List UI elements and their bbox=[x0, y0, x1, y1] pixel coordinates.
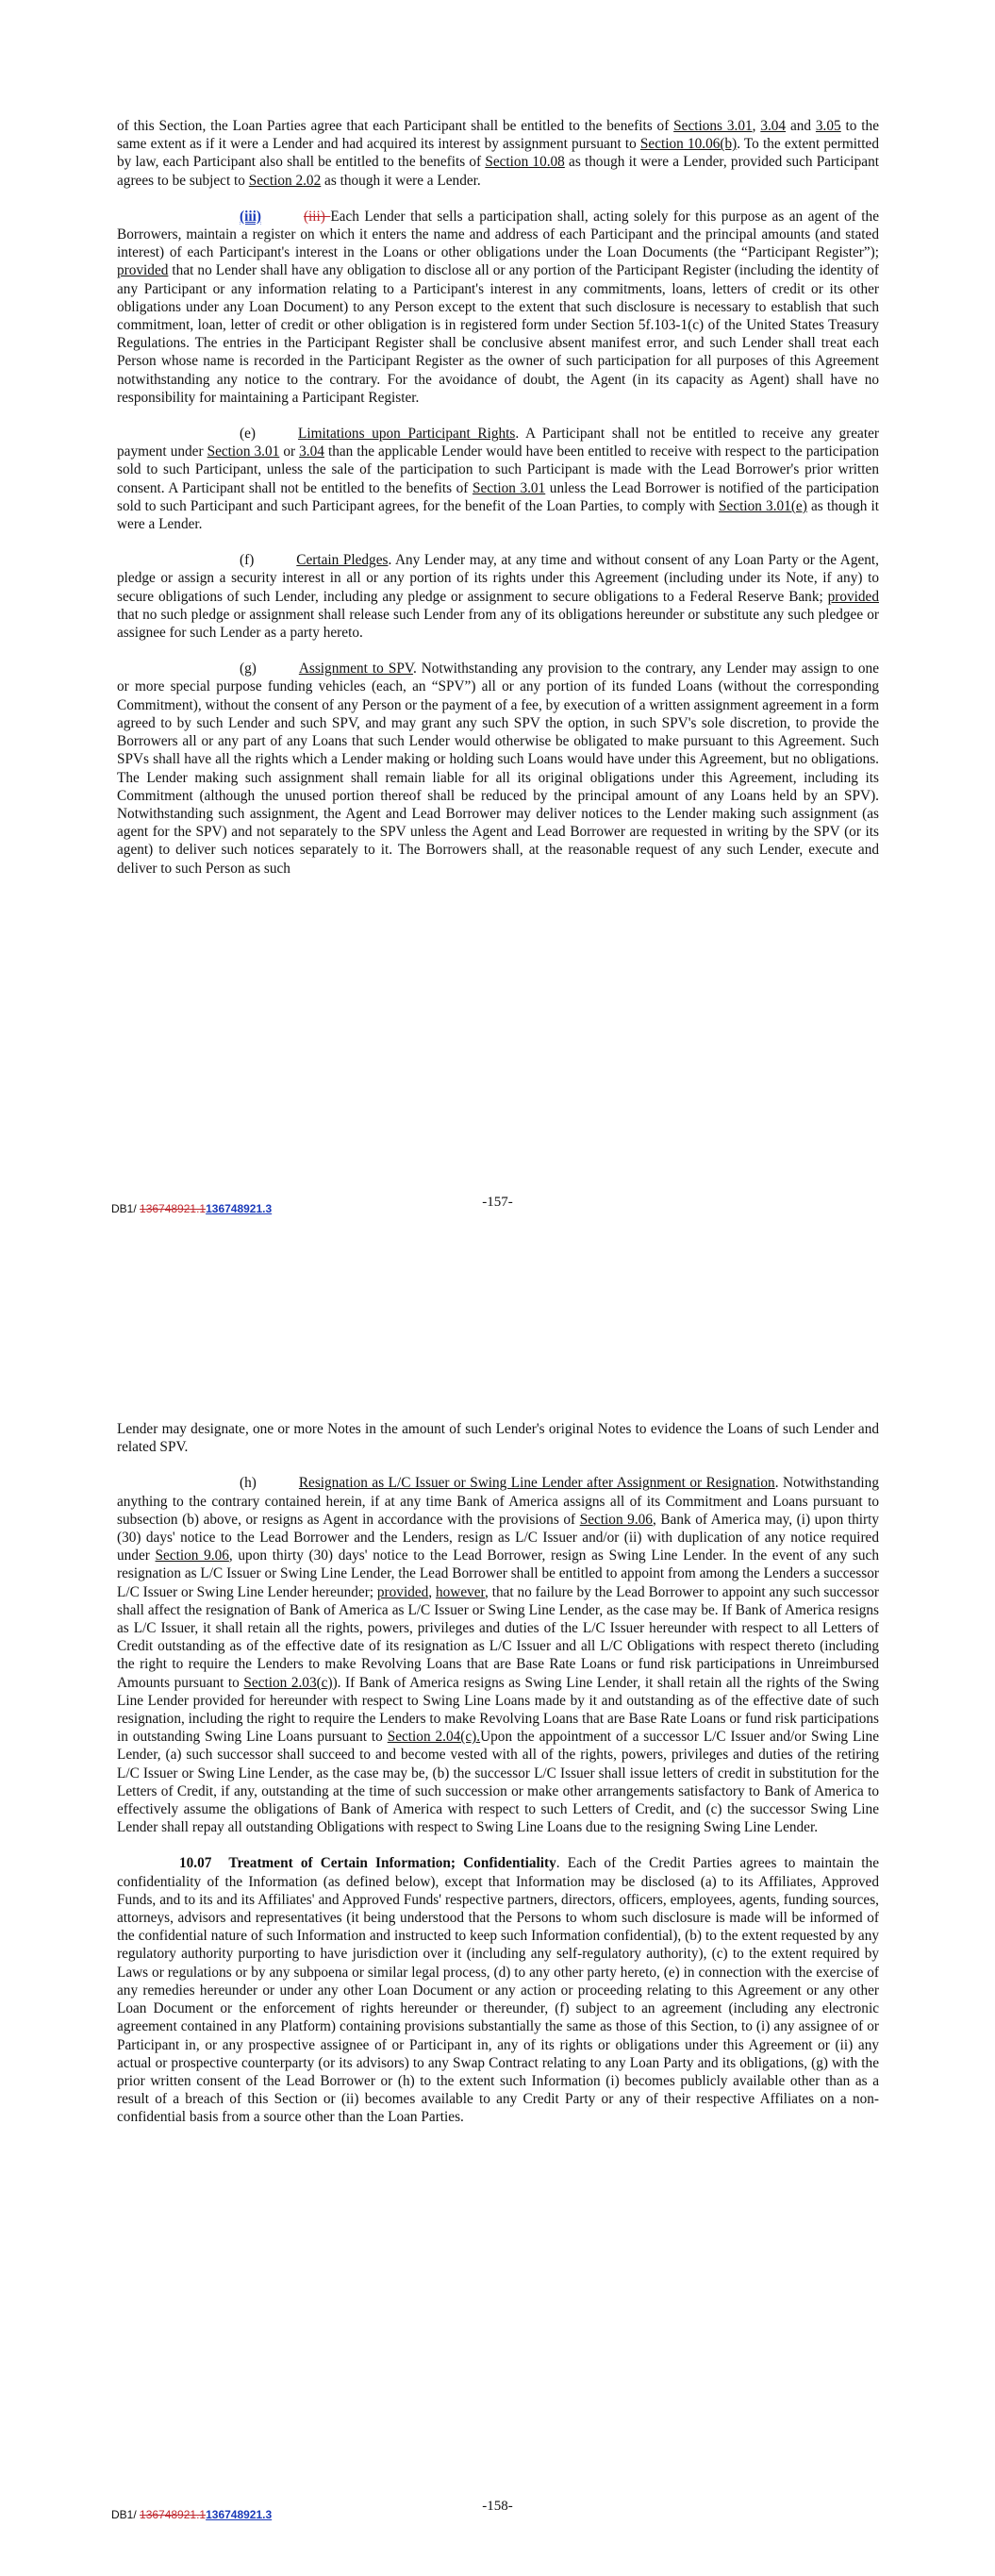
page-158-body bbox=[117, 1420, 879, 2145]
xref-link[interactable]: Section 10.08 bbox=[485, 154, 565, 171]
section-heading: Certain Pledges bbox=[296, 552, 389, 569]
paragraph-e: (e) Limitations upon Participant Rights. A Participant shall not be entitled to receive any greater payment under Section 3.01 or 3.04 than the applicable Lender would have been entitled to receive with respect to the participation sold to such Participant, unless the sale of the participation to such Participant is made with the Lead Borrower's prior written consent. A Participant shall not be entitled to the benefits of Section 3.01 unless the Lead Borrower is notified of the participation sold to such Participant and such Participant agrees, for the benefit of the Loan Parties, to comply with Section 3.01(e) as though it were a Lender. bbox=[117, 426, 880, 533]
xref-link[interactable]: 3.04 bbox=[299, 443, 324, 460]
paragraph-continuation: of this Section, the Loan Parties agree that each Participant shall be entitled to the benefits of Sections 3.01, 3.04 and 3.05 to the same extent as if it were a Lender and had acquired its interest by assignment pursuant to Section 10.06(b). To the extent permitted by law, each Participant also shall be entitled to the benefits of Section 10.08 as though it were a Lender, provided such Participant agrees to be subject to Section 2.02 as though it were a Lender. bbox=[117, 118, 879, 189]
inserted-doc-id: 136748921.3 bbox=[206, 2508, 273, 2521]
page-157 bbox=[0, 0, 995, 1274]
deleted-label: (iii) bbox=[303, 208, 331, 225]
xref-link[interactable]: Section 9.06 bbox=[579, 1511, 653, 1528]
xref-link[interactable]: Section 3.01(e) bbox=[719, 497, 807, 514]
page-number: -157- bbox=[482, 1195, 513, 1210]
inserted-label: (iii) bbox=[240, 208, 261, 225]
page-158 bbox=[0, 1397, 995, 2576]
xref-link[interactable]: 3.05 bbox=[815, 118, 841, 134]
xref-link[interactable]: 3.04 bbox=[760, 118, 787, 134]
xref-link[interactable]: Section 2.04(c). bbox=[387, 1729, 481, 1746]
section-heading: Limitations upon Participant Rights bbox=[297, 426, 516, 443]
xref-link[interactable]: Section 9.06 bbox=[155, 1547, 229, 1564]
xref-link[interactable]: Section 2.03(c) bbox=[243, 1674, 333, 1691]
paragraph-10-07: 10.07 Treatment of Certain Information; Confidentiality. Each of the Credit Parties agrees to maintain the confidentiality of the Information (as defined below), except that Information may be disclosed (a) to its Affiliates, Approved Funds, and to its and its Affiliates' and Approved Funds' respective partners, directors, officers, employees, agents, funding sources, attorneys, advisors and representatives (it being understood that the Persons to whom such disclosure is made will be informed of the confidential nature of such Information and instructed to keep such Information confidential), (b) to the extent requested by any regulatory authority purporting to have jurisdiction over it (including any self-regulatory authority), (c) to the extent required by Laws or regulations or by any subpoena or similar legal process, (d) to any other party hereto, (e) in connection with the exercise of any remedies hereunder or under any other Loan Document or any action or proceeding relating to this Agreement or any other Loan Document or the enforcement of rights hereunder or thereunder, (f) subject to an agreement (including any electronic agreement contained in any Platform) containing provisions substantially the same as those of this Section, to (i) any assignee of or Participant in, or any prospective assignee of or Participant in, any of its rights or obligations under this Agreement or (ii) any actual or prospective counterparty (or its advisors) to any Swap Contract relating to any Loan Party and its obligations, (g) with the prior written consent of the Lead Borrower or (h) to the extent such Information (i) becomes publicly available other than as a result of a breach of this Section or (ii) becomes available to any Credit Party or any of their respective Affiliates on a non-confidential basis from a source other than the Loan Parties. bbox=[117, 1855, 879, 2126]
provided-term: provided bbox=[117, 262, 169, 279]
xref-link[interactable]: Section 3.01 bbox=[472, 479, 546, 496]
deleted-doc-id: 136748921.1 bbox=[140, 1202, 207, 1215]
paragraph-g: (g) Assignment to SPV. Notwithstanding any provision to the contrary, any Lender may assign to one or more special purpose funding vehicles (each, an “SPV”) all or any portion of its funded Loans (without the corresponding Commitment), without the consent of any Person or the payment of a fee, by execution of a written assignment agreement in a form agreed to by such Lender and such SPV, and may grant any such SPV the option, in such SPV's sole discretion, to provide the Borrowers all or any part of any Loans that such Lender would otherwise be obligated to make pursuant to this Agreement. Such SPVs shall have all the rights which a Lender making or holding such Loans would have under this Agreement, but no obligations. The Lender making such assignment shall remain liable for all its original obligations under this Agreement, including its Commitment (although the unused portion thereof shall be reduced by the principal amount of any Loans held by an SPV). Notwithstanding such assignment, the Agent and Lead Borrower may deliver notices to the Lender making such assignment (as agent for the SPV) and not separately to the SPV unless the Agent and Lead Borrower are requested in writing by the SPV (or its agent) to deliver such notices separately to it. The Borrowers shall, at the reasonable request of any such Lender, execute and deliver to such Person as such bbox=[117, 661, 879, 877]
section-label: (e) bbox=[240, 426, 256, 443]
paragraph-f: (f) Certain Pledges. Any Lender may, at any time and without consent of any Loan Party or the Agent, pledge or assign a security interest in all or any portion of its rights under this Agreement (including under its Note, if any) to secure obligations of such Lender, including any pledge or assignment to secure obligations to a Federal Reserve Bank; provided that no such pledge or assignment shall release such Lender from any of its obligations hereunder or substitute any such pledgee or assignee for such Lender as a party hereto. bbox=[117, 552, 879, 642]
paragraph-iii: (iii) (iii) Each Lender that sells a participation shall, acting solely for this purpose as an agent of the Borrowers, maintain a register on which it enters the name and address of each Participant and the principal amounts (and stated interest) of each Participant's interest in the Loans or other obligations under the Loan Documents (the “Participant Register”); provided that no Lender shall have any obligation to disclose all or any portion of the Participant Register (including the identity of any Participant or any information relating to a Participant's interest in any commitments, loans, letters of credit or its other obligations under any Loan Document) to any Person except to the extent that such disclosure is necessary to establish that such commitment, loan, letter of credit or other obligation is in registered form under Section 5f.103-1(c) of the United States Treasury Regulations. The entries in the Participant Register shall be conclusive absent manifest error, and such Lender shall treat each Person whose name is recorded in the Participant Register as the owner of such participation for all purposes of this Agreement notwithstanding any notice to the contrary. For the avoidance of doubt, the Agent (in its capacity as Agent) shall have no responsibility for maintaining a Participant Register. bbox=[117, 208, 879, 406]
section-number: 10.07 bbox=[179, 1855, 212, 1872]
document-id: DB1/ 136748921.1136748921.3 bbox=[111, 1202, 273, 1215]
section-heading: Resignation as L/C Issuer or Swing Line Lender after Assignment or Resignation bbox=[298, 1475, 775, 1492]
paragraph-continuation: Lender may designate, one or more Notes in the amount of such Lender's original Notes to evidence the Loans of such Lender and related SPV. bbox=[117, 1421, 879, 1456]
xref-link[interactable]: Sections 3.01 bbox=[673, 118, 753, 134]
xref-link[interactable]: Section 3.01 bbox=[207, 443, 280, 460]
section-label: (f) bbox=[240, 552, 255, 569]
xref-link[interactable]: Section 2.02 bbox=[248, 172, 322, 189]
page-157-body bbox=[117, 117, 879, 895]
xref-link[interactable]: Section 10.06(b) bbox=[639, 136, 738, 153]
document-id: DB1/ 136748921.1136748921.3 bbox=[111, 2508, 273, 2521]
deleted-doc-id: 136748921.1 bbox=[140, 2508, 207, 2521]
section-label: (g) bbox=[240, 661, 257, 677]
section-heading: Assignment to SPV bbox=[298, 661, 413, 677]
inserted-doc-id: 136748921.3 bbox=[206, 1202, 273, 1215]
section-heading: Treatment of Certain Information; Confidentiality bbox=[228, 1855, 556, 1872]
however-term: however bbox=[435, 1583, 486, 1600]
provided-term: provided bbox=[827, 588, 879, 605]
provided-term: provided bbox=[376, 1583, 429, 1600]
section-label: (h) bbox=[240, 1475, 257, 1492]
paragraph-h: (h) Resignation as L/C Issuer or Swing Line Lender after Assignment or Resignation. Notwithstanding anything to the contrary contained herein, if at any time Bank of America assigns all of its Commitment and Loans pursuant to subsection (b) above, or resigns as Agent in accordance with the provisions of Section 9.06, Bank of America may, (i) upon thirty (30) days' notice to the Lead Borrower and the Lenders, resign as L/C Issuer and/or (ii) with duplication of any notice required under Section 9.06, upon thirty (30) days' notice to the Lead Borrower, resign as Swing Line Lender. In the event of any such resignation as L/C Issuer or Swing Line Lender, the Lead Borrower shall be entitled to appoint from among the Lenders a successor L/C Issuer or Swing Line Lender hereunder; provided, however, that no failure by the Lead Borrower to appoint any such successor shall affect the resignation of Bank of America as L/C Issuer or Swing Line Lender, as the case may be. If Bank of America resigns as L/C Issuer, it shall retain all the rights, powers, privileges and duties of the L/C Issuer hereunder with respect to all Letters of Credit outstanding as of the effective date of its resignation as L/C Issuer and all L/C Obligations with respect thereto (including the right to require the Lenders to make Revolving Loans that are Base Rate Loans or fund risk participations in Unreimbursed Amounts pursuant to Section 2.03(c)). If Bank of America resigns as Swing Line Lender, it shall retain all the rights of the Swing Line Lender provided for hereunder with respect to Swing Line Loans made by it and outstanding as of the effective date of such resignation, including the right to require the Lenders to make Revolving Loans that are Base Rate Loans or fund risk participations in outstanding Swing Line Loans pursuant to Section 2.04(c).Upon the appointment of a successor L/C Issuer and/or Swing Line Lender, (a) such successor shall succeed to and become vested with all of the rights, powers, privileges and duties of the retiring L/C Issuer or Swing Line Lender, as the case may be, (b) the successor L/C Issuer shall issue letters of credit in substitution for the Letters of Credit, if any, outstanding at the time of such succession or make other arrangements satisfactory to Bank of America to effectively assume the obligations of Bank of America with respect to such Letters of Credit, and (c) the successor Swing Line Lender shall repay all outstanding Obligations with respect to Swing Line Loans due to the resigning Swing Line Lender. bbox=[117, 1475, 879, 1836]
page-number: -158- bbox=[482, 2499, 513, 2514]
